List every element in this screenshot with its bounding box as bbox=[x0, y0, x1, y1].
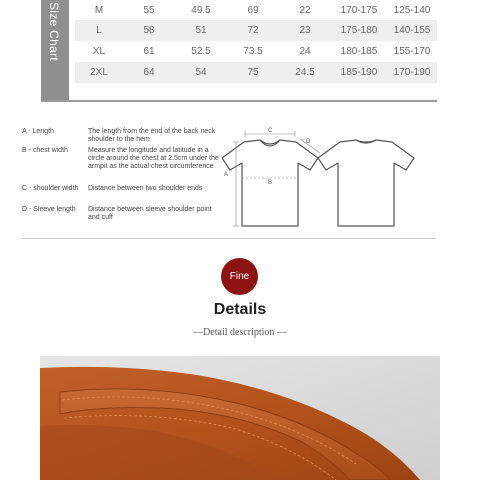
collar-detail-photo bbox=[40, 356, 440, 480]
table-cell: 175-180 bbox=[331, 20, 387, 41]
table-cell: 73.5 bbox=[243, 46, 263, 57]
measurement-key: C - shoulder width bbox=[22, 185, 79, 192]
table-cell: 75 bbox=[227, 62, 279, 83]
table-cell: 180-185 bbox=[340, 46, 378, 57]
table-cell: 22 bbox=[299, 4, 311, 16]
table-row bbox=[75, 0, 437, 20]
table-cell: 58 bbox=[123, 20, 175, 41]
label-d: D bbox=[306, 139, 311, 145]
table-cell: 170-190 bbox=[387, 62, 437, 83]
table-cell: 140-155 bbox=[387, 20, 437, 41]
label-c: C bbox=[268, 128, 273, 134]
size-cell: XL bbox=[92, 46, 106, 57]
tshirt-measurement-diagram bbox=[222, 122, 422, 232]
table-cell: 185-190 bbox=[331, 62, 387, 83]
table-cell: 61 bbox=[143, 46, 155, 57]
table-row bbox=[75, 62, 437, 83]
measurement-key: A - Length bbox=[22, 128, 54, 135]
table-row bbox=[75, 20, 437, 41]
label-a: A bbox=[224, 172, 229, 178]
table-row bbox=[75, 41, 437, 62]
table-cell: 125-140 bbox=[393, 4, 431, 16]
table-cell: 55 bbox=[143, 4, 155, 16]
label-b: B bbox=[268, 180, 273, 186]
back-shirt-icon bbox=[318, 140, 414, 226]
table-cell: 49.5 bbox=[191, 4, 211, 16]
section-divider bbox=[22, 238, 436, 239]
details-subtitle: —Detail description — bbox=[193, 327, 287, 338]
table-cell: 155-170 bbox=[393, 46, 431, 57]
table-cell: 24 bbox=[299, 46, 311, 57]
size-cell: 2XL bbox=[75, 62, 123, 83]
size-chart-label: Size Chart bbox=[47, 2, 61, 62]
size-cell: L bbox=[75, 20, 123, 41]
measurement-desc: Distance between sleeve shoulder point and cuff bbox=[88, 206, 212, 221]
table-cell: 72 bbox=[227, 20, 279, 41]
details-title: Details bbox=[213, 301, 267, 318]
size-chart-side-label bbox=[41, 0, 69, 100]
measurement-key: D - Sleeve length bbox=[22, 206, 76, 213]
table-cell: 64 bbox=[123, 62, 175, 83]
size-cell: M bbox=[94, 4, 104, 16]
measurement-desc: The length from the end of the back neck shoulder to the hem bbox=[88, 128, 216, 143]
size-chart-table bbox=[75, 0, 437, 83]
table-cell: 170-175 bbox=[340, 4, 378, 16]
size-chart-divider bbox=[41, 100, 437, 102]
measurement-key: B - chest width bbox=[22, 147, 68, 154]
table-cell: 51 bbox=[175, 20, 227, 41]
table-cell: 54 bbox=[175, 62, 227, 83]
table-cell: 23 bbox=[279, 20, 331, 41]
table-cell: 24.5 bbox=[279, 62, 331, 83]
table-cell: 52.5 bbox=[191, 46, 211, 57]
measurement-desc: Distance between two shoulder ends bbox=[88, 185, 203, 192]
table-cell: 69 bbox=[247, 4, 259, 16]
fine-badge: Fine bbox=[221, 258, 258, 295]
measurement-desc: Measure the longitude and latitude in a circle around the chest at 2.5cm under the armpit as the actual chest circumference bbox=[88, 147, 219, 170]
